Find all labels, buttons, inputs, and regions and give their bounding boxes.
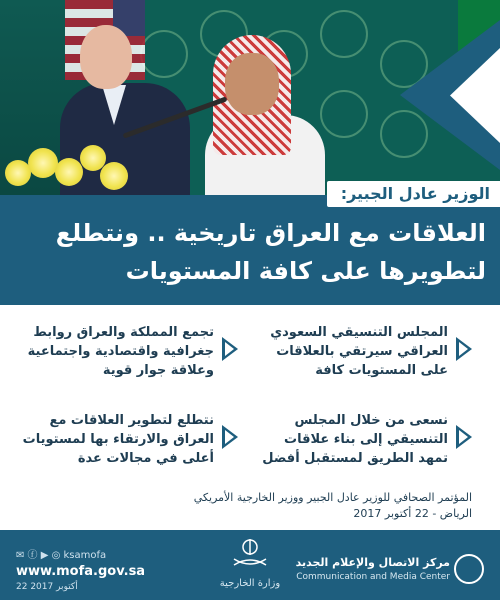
speaker-right <box>205 35 325 195</box>
key-point-text: نتطلع لتطوير العلاقات مع العراق والارتقاء بها لمستويات أعلى في مجالات عدة <box>22 413 214 466</box>
flower-arrangement <box>0 130 140 195</box>
press-conference-photo <box>0 0 500 195</box>
ministry-seal-icon <box>226 535 274 575</box>
key-point <box>252 323 472 393</box>
website-link[interactable]: www.mofa.gov.sa <box>16 564 146 579</box>
key-point <box>18 411 238 481</box>
key-point-text: المجلس التنسيقي السعودي العراقي سيرتقي بالعلاقات على المستويات كافة <box>270 325 448 378</box>
social-handle: ksamofa <box>63 550 107 561</box>
center-name-en: Communication and Media Center <box>296 572 450 582</box>
center-logo-icon <box>454 554 484 584</box>
key-point <box>252 411 472 481</box>
bullet-arrow-icon <box>456 337 472 361</box>
emblem-icon <box>320 10 368 58</box>
footer <box>0 530 500 600</box>
footer-date: 22 أكتوبر 2017 <box>16 582 78 592</box>
emblem-icon <box>320 90 368 138</box>
emblem-icon <box>380 110 428 158</box>
headline: العلاقات مع العراق تاريخية .. ونتطلع لتطويرها على كافة المستويات <box>55 219 486 285</box>
bullet-arrow-icon <box>222 337 238 361</box>
center-name-ar: مركز الاتصال والإعلام الجديد <box>295 556 450 569</box>
key-point <box>18 323 238 393</box>
social-row <box>16 550 106 562</box>
ministry-seal-text: وزارة الخارجية <box>219 578 281 589</box>
minister-tag: الوزير عادل الجبير: <box>327 181 500 207</box>
key-points <box>0 315 500 480</box>
bullet-arrow-icon <box>456 425 472 449</box>
source-caption <box>32 490 472 522</box>
source-line-1: المؤتمر الصحافي للوزير عادل الجبير ووزير الخارجية الأمريكي <box>193 491 472 504</box>
source-line-2: الرياض - 22 أكتوبر 2017 <box>353 507 472 520</box>
social-icons: ✉ ⓕ ▶ ◎ <box>16 550 64 561</box>
key-point-text: تجمع المملكة والعراق روابط جغرافية واقتصادية واجتماعية وعلاقة جوار قوية <box>27 325 214 378</box>
bullet-arrow-icon <box>222 425 238 449</box>
key-point-text: نسعى من خلال المجلس التنسيقي إلى بناء علاقات تمهد الطريق لمستقبل أفضل <box>262 413 448 466</box>
